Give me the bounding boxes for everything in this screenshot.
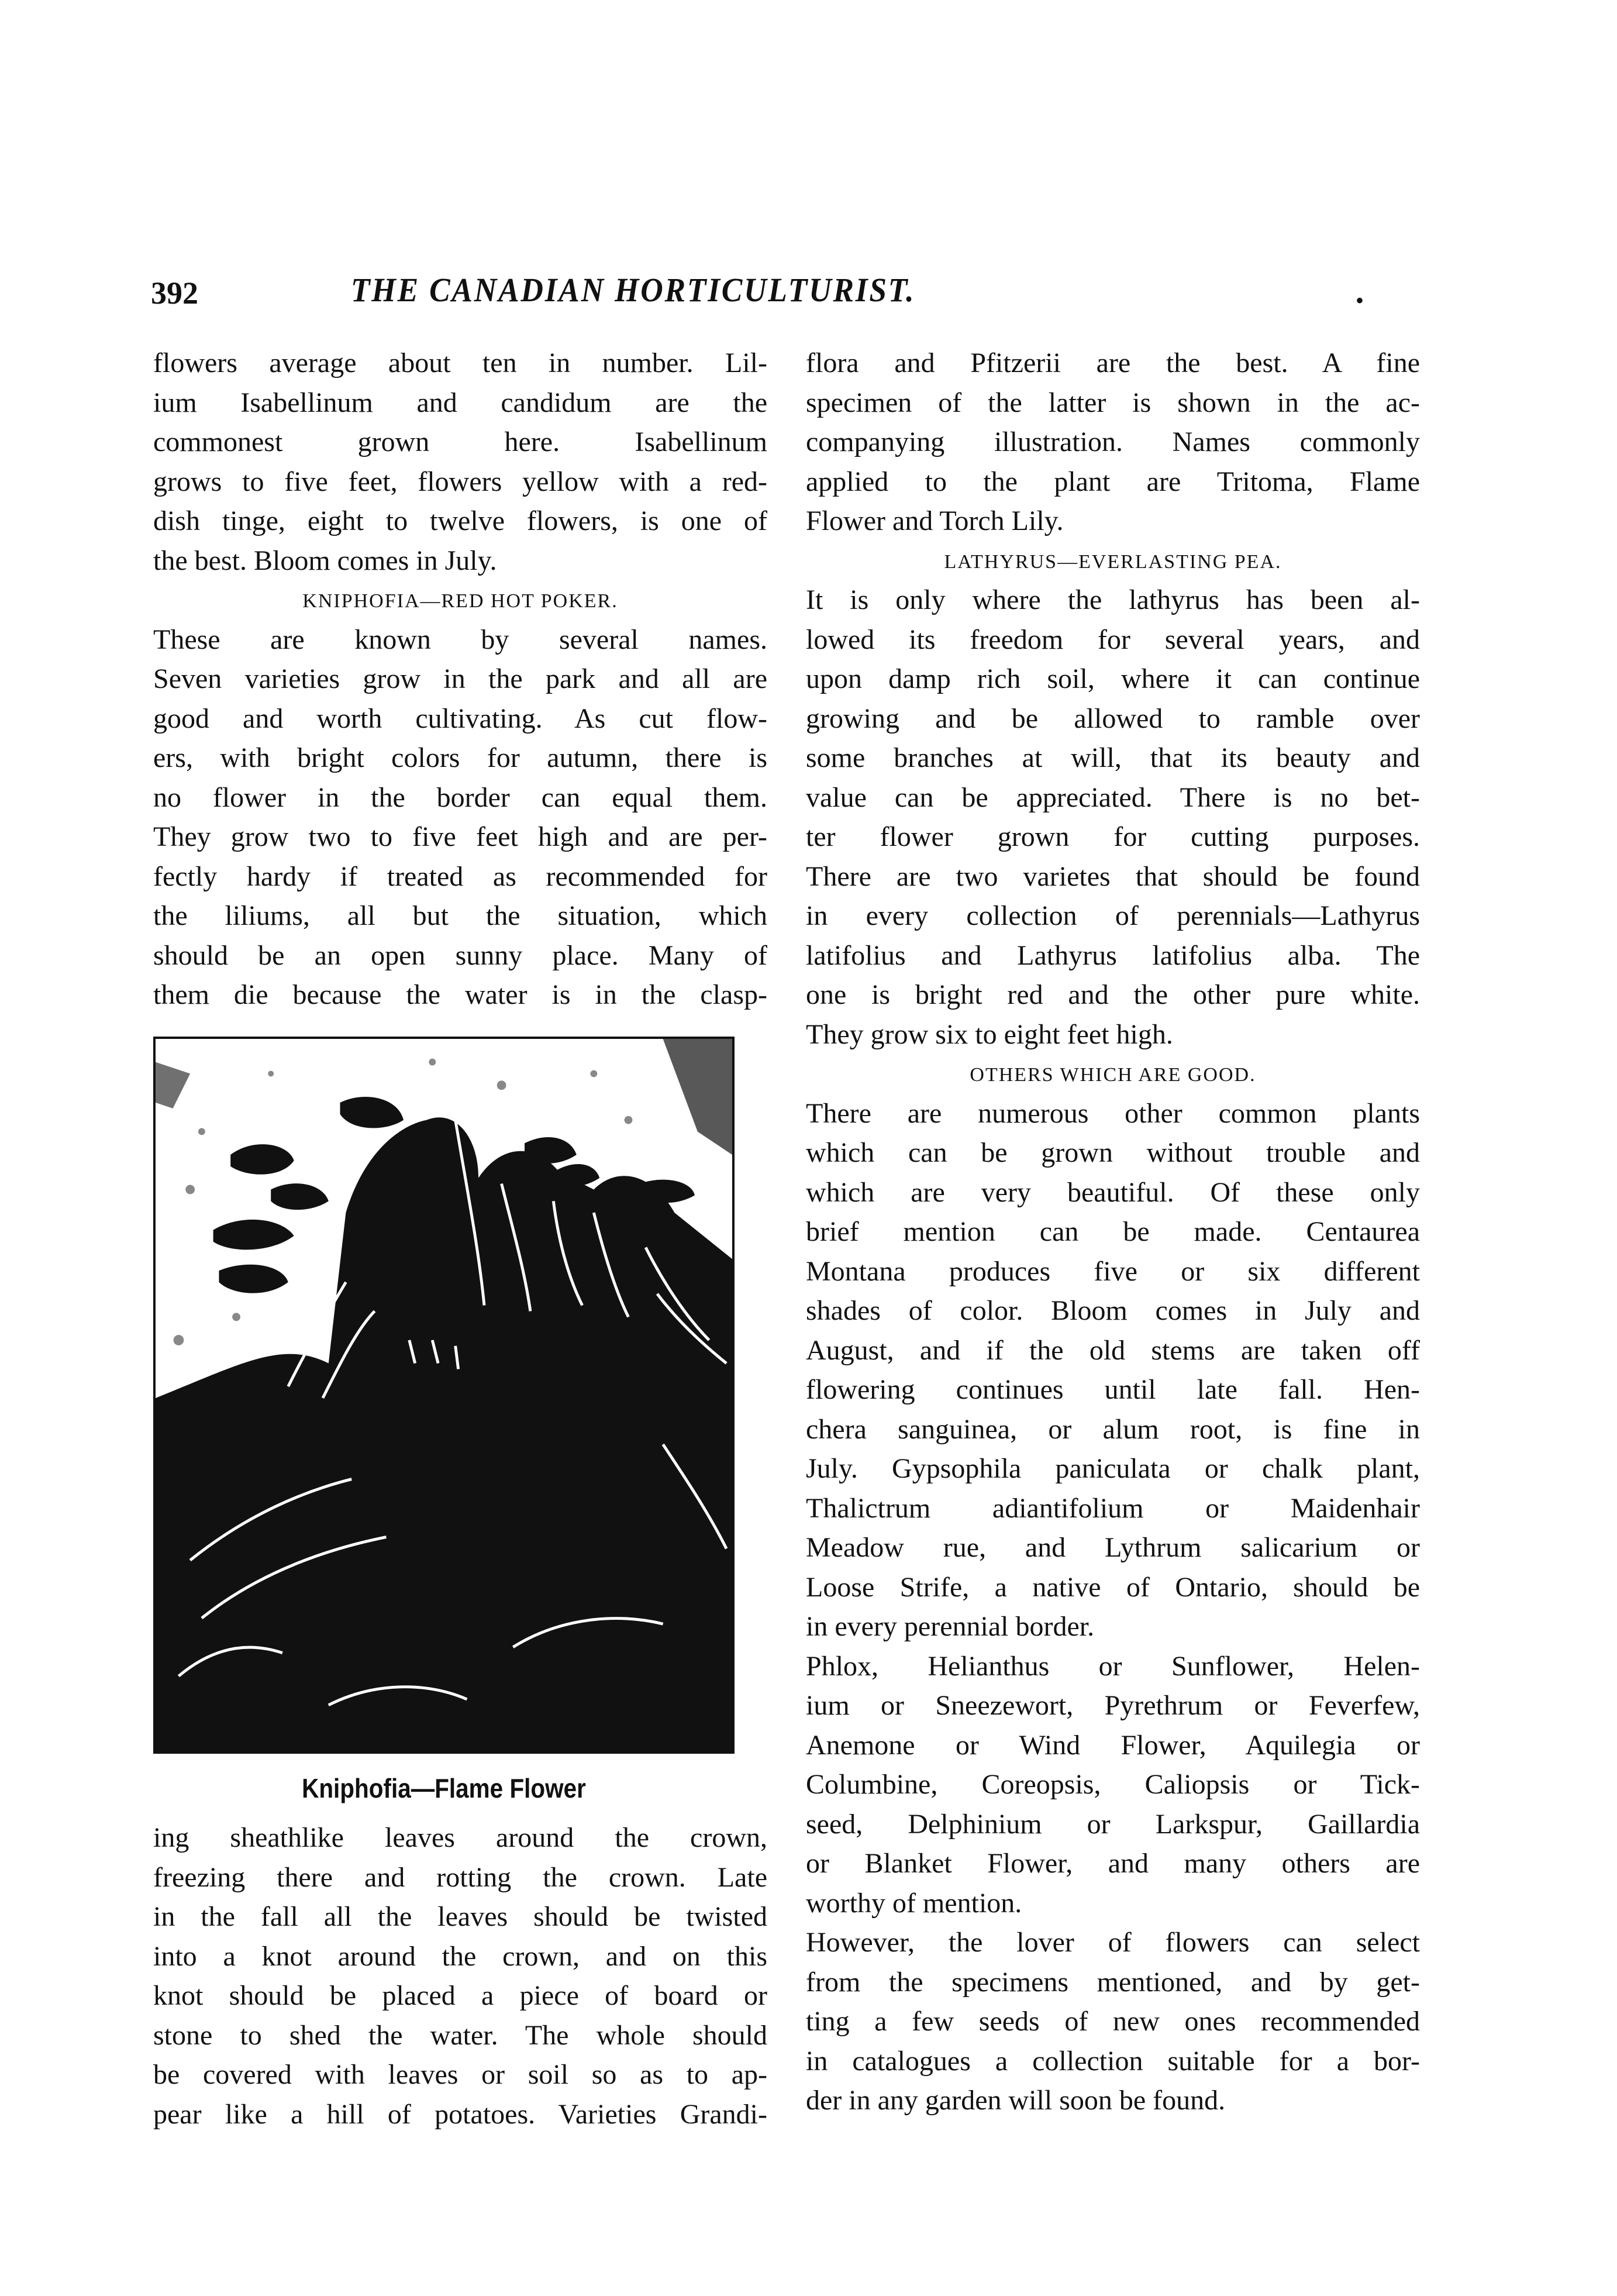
- text-line: Phlox, Helianthus or Sunflower, Helen-: [806, 1650, 1420, 1682]
- text-line: ium or Sneezewort, Pyrethrum or Feverfew,: [806, 1690, 1420, 1721]
- text-line: These are known by several names.: [153, 624, 767, 655]
- text-line: grows to five feet, flowers yellow with a red-: [153, 466, 767, 497]
- text-line: applied to the plant are Tritoma, Flame: [806, 466, 1420, 497]
- text-line: freezing there and rotting the crown. Late: [153, 1861, 767, 1893]
- text-line: some branches at will, that its beauty and: [806, 742, 1420, 773]
- text-line: fectly hardy if treated as recommended for: [153, 860, 767, 892]
- running-header-title: THE CANADIAN HORTICULTURIST.: [351, 271, 916, 309]
- text-line: Flower and Torch Lily.: [806, 505, 1064, 536]
- paragraph: [806, 580, 1420, 1054]
- text-line: in catalogues a collection suitable for a bor-: [806, 2045, 1420, 2077]
- text-line: lowed its freedom for several years, and: [806, 624, 1420, 655]
- text-line: in every perennial border.: [806, 1611, 1095, 1642]
- text-line: der in any garden will soon be found.: [806, 2085, 1226, 2116]
- text-line: It is only where the lathyrus has been al-: [806, 584, 1420, 615]
- text-line: flowers average about ten in number. Lil-: [153, 347, 767, 378]
- paragraph: [153, 1818, 767, 2134]
- text-line: into a knot around the crown, and on this: [153, 1940, 767, 1972]
- text-line: Anemone or Wind Flower, Aquilegia or: [806, 1729, 1420, 1761]
- text-line: growing and be allowed to ramble over: [806, 703, 1420, 734]
- text-line: shades of color. Bloom comes in July and: [806, 1295, 1420, 1326]
- paragraph: [806, 1647, 1420, 1923]
- kniphofia-illustration: [153, 1037, 735, 1754]
- text-line: Seven varieties grow in the park and all are: [153, 663, 767, 694]
- paragraph: [153, 343, 767, 580]
- text-line: which are very beautiful. Of these only: [806, 1176, 1420, 1208]
- paragraph: [806, 1923, 1420, 2121]
- text-line: Loose Strife, a native of Ontario, should be: [806, 1571, 1420, 1603]
- paragraph: [806, 1094, 1420, 1647]
- text-line: ting a few seeds of new ones recommended: [806, 2006, 1420, 2037]
- text-line: latifolius and Lathyrus latifolius alba. The: [806, 939, 1420, 971]
- section-heading: KNIPHOFIA—RED HOT POKER.: [302, 590, 618, 612]
- text-line: one is bright red and the other pure white.: [806, 979, 1420, 1010]
- text-line: stone to shed the water. The whole should: [153, 2019, 767, 2051]
- text-line: They grow six to eight feet high.: [806, 1018, 1173, 1050]
- text-line: good and worth cultivating. As cut flow-: [153, 703, 767, 734]
- text-line: which can be grown without trouble and: [806, 1137, 1420, 1168]
- text-line: companying illustration. Names commonly: [806, 426, 1420, 457]
- text-line: flora and Pfitzerii are the best. A fine: [806, 347, 1420, 378]
- text-line: They grow two to five feet high and are per-: [153, 821, 767, 852]
- text-line: ing sheathlike leaves around the crown,: [153, 1822, 767, 1853]
- text-line: no flower in the border can equal them.: [153, 782, 767, 813]
- text-line: dish tinge, eight to twelve flowers, is one of: [153, 505, 767, 536]
- figure-caption: Kniphofia—Flame Flower: [302, 1773, 586, 1803]
- page-number: 392: [151, 276, 198, 311]
- text-line: There are two varietes that should be found: [806, 860, 1420, 892]
- text-line: should be an open sunny place. Many of: [153, 939, 767, 971]
- text-line: commonest grown here. Isabellinum: [153, 426, 767, 457]
- text-line: Montana produces five or six different: [806, 1255, 1420, 1287]
- text-line: July. Gypsophila paniculata or chalk plant,: [806, 1453, 1420, 1484]
- text-line: be covered with leaves or soil so as to ap-: [153, 2059, 767, 2090]
- left-column-top: [153, 343, 767, 1015]
- text-line: the best. Bloom comes in July.: [153, 545, 497, 576]
- text-line: brief mention can be made. Centaurea: [806, 1216, 1420, 1247]
- text-line: There are numerous other common plants: [806, 1097, 1420, 1129]
- text-line: Thalictrum adiantifolium or Maidenhair: [806, 1492, 1420, 1524]
- text-line: ium Isabellinum and candidum are the: [153, 387, 767, 418]
- text-line: them die because the water is in the clasp-: [153, 979, 767, 1010]
- text-line: chera sanguinea, or alum root, is fine in: [806, 1413, 1420, 1445]
- text-line: seed, Delphinium or Larkspur, Gaillardia: [806, 1808, 1420, 1840]
- paragraph: [153, 620, 767, 1015]
- text-line: flowering continues until late fall. Hen-: [806, 1374, 1420, 1405]
- section-heading: OTHERS WHICH ARE GOOD.: [970, 1064, 1256, 1086]
- right-column: [806, 343, 1420, 2121]
- text-line: upon damp rich soil, where it can continue: [806, 663, 1420, 694]
- text-line: knot should be placed a piece of board or: [153, 1980, 767, 2011]
- text-line: August, and if the old stems are taken off: [806, 1334, 1420, 1366]
- text-line: ers, with bright colors for autumn, there is: [153, 742, 767, 773]
- text-line: ter flower grown for cutting purposes.: [806, 821, 1420, 852]
- text-line: pear like a hill of potatoes. Varieties Grandi-: [153, 2098, 767, 2130]
- text-line: However, the lover of flowers can select: [806, 1927, 1420, 1958]
- text-line: in every collection of perennials—Lathyrus: [806, 900, 1420, 931]
- text-line: in the fall all the leaves should be twisted: [153, 1901, 767, 1932]
- text-line: Columbine, Coreopsis, Caliopsis or Tick-: [806, 1769, 1420, 1800]
- text-line: worthy of mention.: [806, 1887, 1022, 1919]
- text-line: value can be appreciated. There is no bet-: [806, 782, 1420, 813]
- section-heading: LATHYRUS—EVERLASTING PEA.: [944, 550, 1282, 573]
- plant-engraving-image: [156, 1039, 732, 1751]
- printer-mark: •: [1356, 287, 1364, 314]
- text-line: or Blanket Flower, and many others are: [806, 1848, 1420, 1879]
- paragraph: [806, 343, 1420, 541]
- text-line: specimen of the latter is shown in the ac-: [806, 387, 1420, 418]
- text-line: from the specimens mentioned, and by get-: [806, 1966, 1420, 1998]
- text-line: Meadow rue, and Lythrum salicarium or: [806, 1532, 1420, 1563]
- left-column-bottom: [153, 1818, 767, 2134]
- text-line: the liliums, all but the situation, which: [153, 900, 767, 931]
